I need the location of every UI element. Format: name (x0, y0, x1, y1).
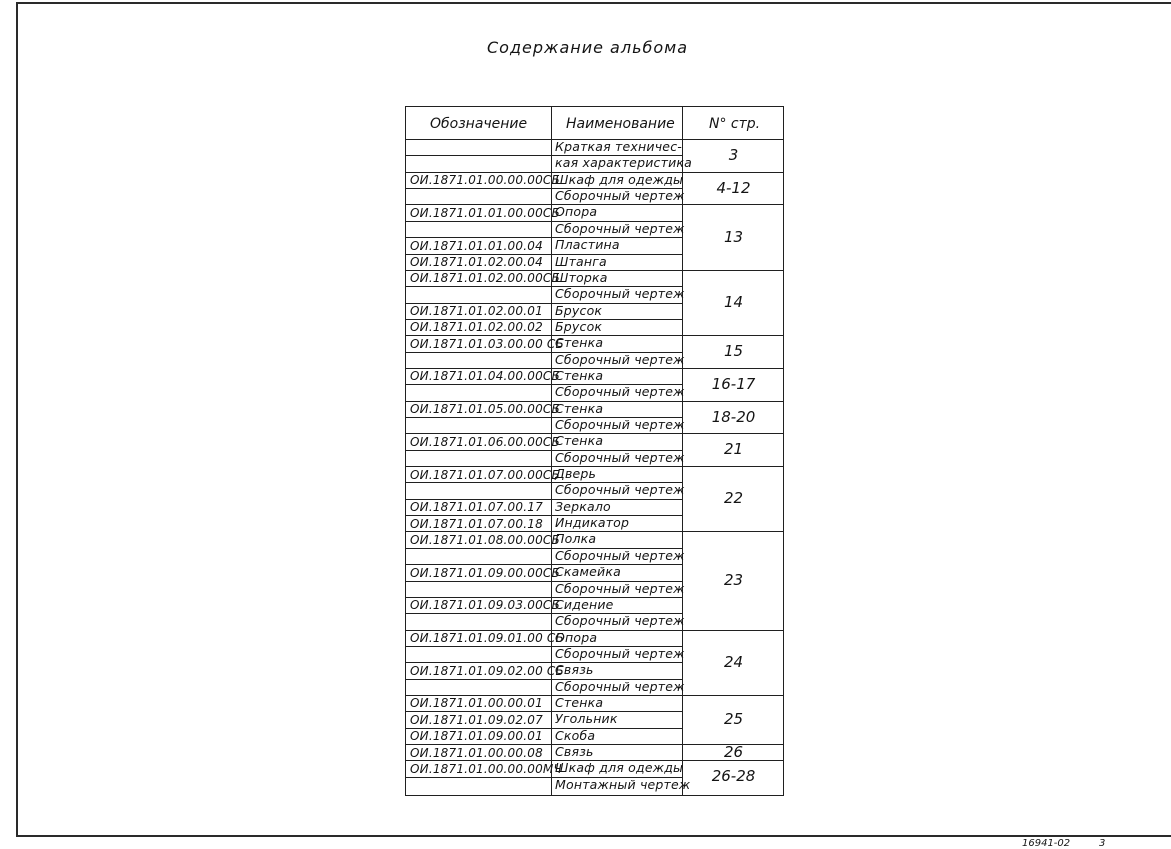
page-number-cell: 4-12 (716, 178, 751, 197)
name-cell: кая характеристика (555, 155, 693, 171)
designation-cell: ОИ.1871.01.08.00.00СБ (410, 532, 560, 547)
designation-cell: ОИ.1871.01.02.00.00СБ (410, 271, 560, 286)
name-cell: Монтажный чертеж (555, 776, 691, 792)
name-cell: Дверь (555, 466, 597, 481)
name-cell: Краткая техничес- (555, 139, 682, 154)
name-cell: Стенка (555, 400, 604, 416)
designation-cell: ОИ.1871.01.00.00.00СБ (410, 173, 560, 188)
name-cell: Сборочный чертеж (555, 547, 685, 563)
designation-cell: ОИ.1871.01.09.02.07 (410, 712, 543, 727)
name-cell: Стенка (555, 433, 604, 449)
page-group-divider (682, 270, 783, 271)
page-number-cell: 18-20 (711, 407, 756, 426)
page-number-cell: 26 (723, 742, 744, 761)
page-group-divider (682, 335, 783, 336)
page-number-cell: 22 (723, 489, 744, 508)
page-number-cell: 15 (723, 342, 744, 361)
page-number-cell: 3 (728, 145, 739, 164)
page-group-divider (682, 466, 783, 467)
page-group-divider (682, 172, 783, 173)
name-cell: Зеркало (555, 498, 611, 514)
name-cell: Полка (555, 531, 597, 547)
designation-cell: ОИ.1871.01.00.00.00МЧ (410, 761, 562, 776)
name-cell: Брусок (555, 302, 603, 318)
name-cell: Сборочный чертеж (555, 613, 685, 629)
name-cell: Сборочный чертеж (555, 678, 685, 694)
page-number-cell: 25 (723, 709, 744, 728)
designation-cell: ОИ.1871.01.09.02.00 СБ (410, 663, 564, 678)
sheet-frame-top (16, 2, 1171, 4)
designation-cell: ОИ.1871.01.09.00.01 (410, 729, 543, 744)
name-cell: Пластина (555, 237, 620, 253)
designation-cell: ОИ.1871.01.09.01.00 СБ (410, 631, 564, 645)
contents-table (405, 106, 784, 796)
designation-cell: ОИ.1871.01.04.00.00СБ (410, 369, 560, 384)
name-cell: Стенка (555, 367, 604, 383)
sheet-frame-left (16, 2, 18, 837)
name-cell: Сборочный чертеж (555, 645, 685, 661)
designation-cell: ОИ.1871.01.02.00.01 (410, 304, 543, 318)
page-number-cell: 23 (723, 571, 744, 589)
page-group-divider (682, 695, 783, 696)
sheet-number: 3 (1099, 838, 1106, 849)
name-cell: Сборочный чертеж (555, 449, 685, 465)
designation-cell: ОИ.1871.01.05.00.00СБ (410, 402, 560, 417)
page-number-cell: 21 (723, 440, 744, 459)
name-cell: Скоба (555, 727, 596, 743)
name-cell: Штанга (555, 253, 607, 269)
document-stamp: 16941-02 (1022, 838, 1071, 849)
name-cell: Индикатор (555, 515, 630, 531)
name-cell: Сборочный чертеж (555, 417, 685, 432)
sheet-frame-bottom (16, 835, 1171, 837)
designation-cell: ОИ.1871.01.01.00.00СБ (410, 205, 560, 220)
header-name: Наименование (566, 116, 675, 132)
designation-cell: ОИ.1871.01.09.00.00СБ (410, 565, 560, 580)
name-cell: Брусок (555, 318, 603, 334)
name-cell: Шторка (555, 269, 608, 285)
name-cell: Сборочный чертеж (555, 384, 685, 400)
page-number-cell: 26-28 (711, 767, 756, 786)
page-title: Содержание альбома (487, 38, 689, 57)
designation-cell: ОИ.1871.01.07.00.00СБ (410, 467, 560, 482)
row-divider (406, 744, 682, 745)
name-cell: Сборочный чертеж (555, 188, 685, 204)
name-cell: Сборочный чертеж (555, 482, 685, 498)
name-cell: Шкаф для одежды (555, 760, 684, 776)
row-divider (406, 466, 682, 467)
designation-cell: ОИ.1871.01.01.00.04 (410, 238, 543, 253)
page-group-divider (682, 204, 783, 205)
name-cell: Сборочный чертеж (555, 351, 685, 367)
page-group-divider (682, 531, 783, 532)
name-cell: Сидение (555, 596, 614, 612)
designation-cell: ОИ.1871.01.07.00.17 (410, 500, 543, 515)
header-designation: Обозначение (430, 116, 528, 132)
designation-cell: ОИ.1871.01.02.00.02 (410, 320, 543, 335)
page-group-divider (682, 630, 783, 631)
name-cell: Связь (555, 662, 594, 678)
designation-cell: ОИ.1871.01.07.00.18 (410, 516, 543, 531)
designation-cell: ОИ.1871.01.09.03.00СБ (410, 598, 560, 613)
name-cell: Угольник (555, 711, 618, 727)
name-cell: Стенка (555, 335, 604, 351)
name-cell: Опора (555, 204, 598, 220)
page-number-cell: 14 (723, 293, 744, 311)
designation-cell: ОИ.1871.01.03.00.00 СБ (410, 336, 564, 351)
page-group-divider (682, 401, 783, 402)
name-cell: Опора (555, 629, 598, 645)
name-cell: Сборочный чертеж (555, 220, 685, 236)
designation-cell: ОИ.1871.01.06.00.00СБ (410, 434, 560, 449)
page-number-cell: 13 (723, 227, 744, 246)
designation-cell: ОИ.1871.01.00.00.01 (410, 696, 543, 711)
page-group-divider (682, 760, 783, 761)
row-divider (406, 237, 682, 238)
header-page: N° стр. (709, 116, 761, 132)
page-number-cell: 24 (723, 652, 744, 671)
page-number-cell: 16-17 (711, 374, 756, 393)
name-cell: Скамейка (555, 564, 621, 580)
designation-cell: ОИ.1871.01.00.00.08 (410, 745, 543, 760)
designation-cell: ОИ.1871.01.02.00.04 (410, 255, 543, 269)
name-cell: Сборочный чертеж (555, 286, 685, 302)
name-cell: Шкаф для одежды (555, 171, 684, 187)
row-divider (406, 564, 682, 565)
row-divider (406, 515, 682, 516)
name-cell: Стенка (555, 694, 604, 710)
page-group-divider (682, 433, 783, 434)
page-group-divider (682, 368, 783, 369)
name-cell: Сборочный чертеж (555, 580, 685, 596)
name-cell: Связь (555, 744, 594, 759)
